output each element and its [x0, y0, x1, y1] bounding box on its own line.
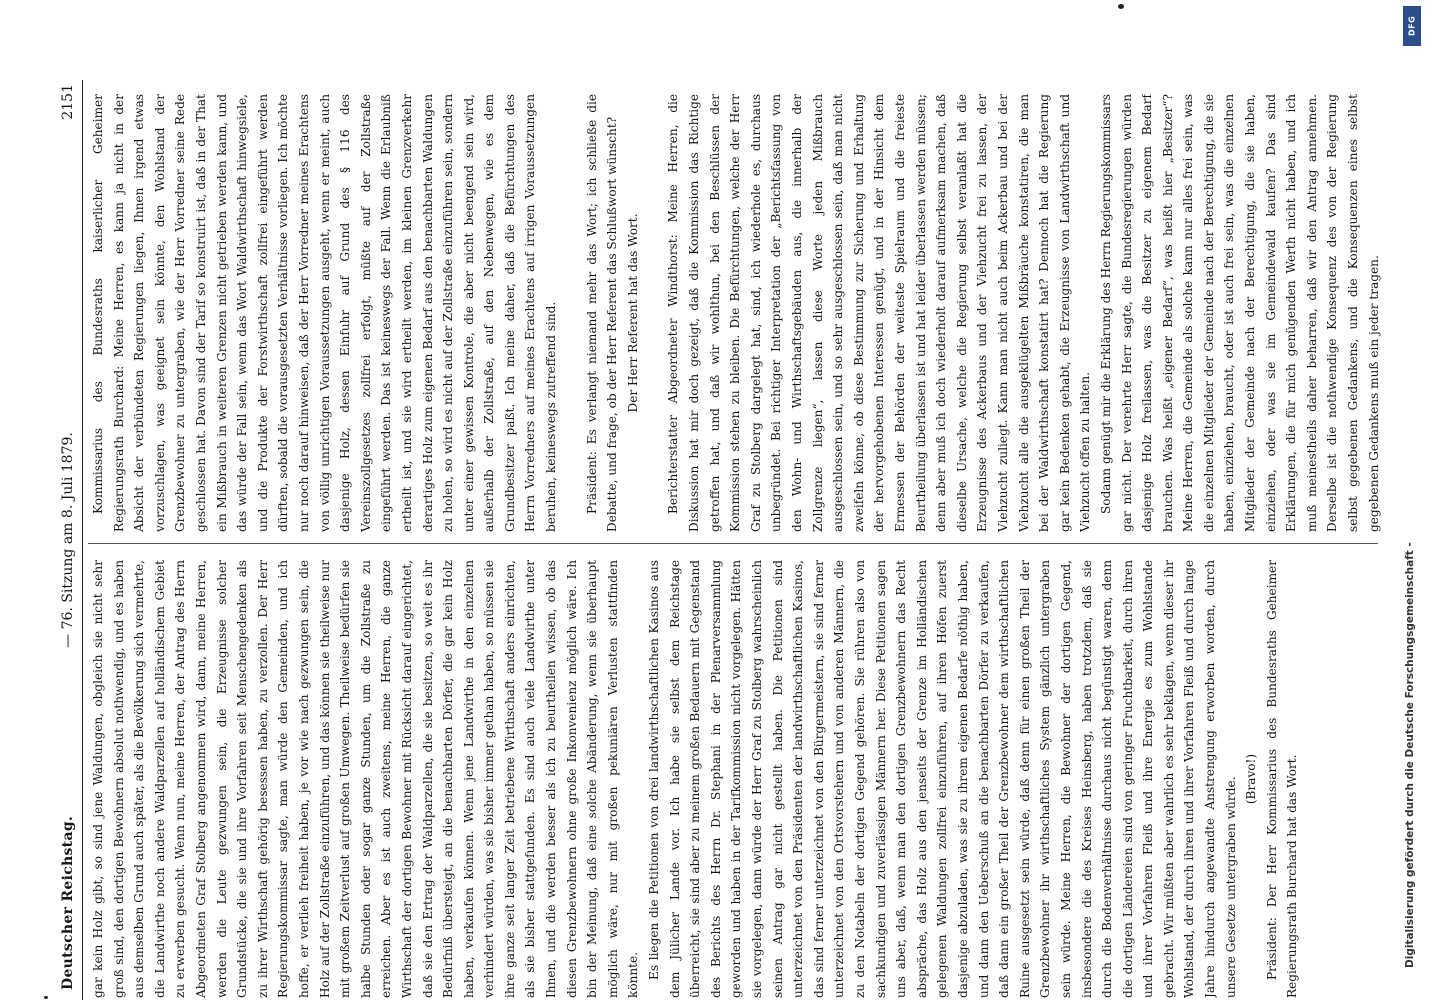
left-column [88, 560, 1408, 998]
dfg-logo: DFG [1403, 6, 1421, 46]
column-divider [88, 543, 1378, 544]
left-paragraph-1: gar kein Holz gibt, so sind jene Waldungen, obgleich sie nicht sehr groß sind, den dortigen Bewohnern absolut nothwendig, und es haben aus demselben Grund auch später, als die Bevölkerung sich vermehrte, die Landwirthe noch andere Waldparzellen auf holländischem Gebiet zu erwerben gesucht. Wenn nun, meine Herren, der Antrag des Herrn Abgeordneten Graf Stolberg angenommen wird, dann, meine Herren, werden die Leute gezwungen sein, die Erzeugnisse solcher Grundstücke, die sie und ihre Vorfahren seit Menschengedenken als zu ihrer Wirthschaft gehörig besessen haben, zu verzollen. Der Herr Regierungskommissar sagte, man würde den Gemeinden, und ich hoffe, er verlieh freiheit haben, je vor wie nach gezwungen sein, die Holz auf der Zollstraße einzuführen, und das können sie theilweise nur mit großem Zeitverlust auf großen Umwegen. Theilweise bedürfen sie halbe Stunden oder sogar ganze Stunden, um die Zollstraße zu erreichen. Aber es ist auch zweitens, meine Herren, die ganze Wirthschaft der dortigen Bewohner mit Rücksicht darauf eingerichtet, daß sie den Ertrag der Waldparzellen, die sie besitzen, so weit es ihr Bedürfniß übersteigt, an die benachbarten Dörfer, die gar kein Holz haben, verkaufen können. Wenn jene Landwirthe in den einzelnen verhindert würden, was sie bisher immer gethan haben, so müssen sie ihre ganze seit langer Zeit betriebene Wirthschaft anders einrichten, als sie bisher stattgefunden. Es sind auch viele Landwirthe unter Ihnen, und die werden besser als ich zu beurtheilen wissen, ob das diesen Grenzbewohnern ohne große Inkonvenienz möglich wäre. Ich bin der Meinung, daß eine solche Abänderung, wenn sie überhaupt möglich wäre, nur mit großen pekuniären Verlusten stattfinden könnte. [91, 560, 641, 998]
left-paragraph-president: Präsident: Der Herr Kommissarius des Bundesraths Geheimer Regierungsrath Burchard hat das Wort. [1264, 560, 1300, 998]
right-paragraph-closing: Sodann genügt mir die Erklärung des Herrn Regierungskommissars gar nicht. Der verehrte Herr sagte, die Bundesregierungen würden dasjenige Holz freilassen, was die Besitzer zu eigenem Bedarf brauchen. Was heißt „eigener Bedarf“, was heißt hier „Besitzer“? Meine Herren, die Gemeinde als solche kann nur alles frei sein, was die einzelnen Mitglieder der Gemeinde nach der Berechtigung, die sie haben, einziehen, braucht, oder ist auch frei sein, was die einzelnen Mitglieder der Gemeinde nach der Berechtigung, die sie haben, einziehen, oder was sie im Gemeindewald kaufen? Das sind Erklärungen, die für mich genügenden Werth nicht haben, und ich muß meinestheils daher beharren, daß wir den Antrag annehmen. Derselbe ist die nothwendige Konsequenz des von der Regierung selbst gegebenen Gedankens, und die Konsequenzen eines selbst gegebenen Gedankens muß ein jeder tragen. [1098, 94, 1381, 532]
scan-speck [44, 996, 48, 999]
scan-speck [1118, 4, 1124, 9]
right-paragraph-president: Präsident: Es verlangt niemand mehr das Wort; ich schließe die Debatte, und frage, ob der Herr Referent das Schlußwort wünscht? [584, 94, 620, 532]
right-paragraph-1: Kommissarius des Bundesraths kaiserlicher Geheimer Regierungsrath Burchard: Meine Herren, es kann ja nicht in der Absicht der verbündeten Regierungen liegen, Ihnen irgend etwas vorzuschlagen, was geeignet sein könnte, den Wohlstand der Grenzbewohner zu untergraben, wie der Herr Vorredner seine Rede geschlossen hat. Davon sind der Tarif so konstruirt ist, daß in der That ein Mißbrauch in weiteren Grenzen nicht getrieben werden kann, und das würde der Fall sein, wenn das Wort Waldwirthschaft hinwegsiele, und die Produkte der Forstwirthschaft zollfrei eingeführt werden dürften, sobald die vorausgesetzten Verhältnisse vorliegen. Ich möchte nur noch darauf hinweisen, daß der Herr Vorredner meines Erachtens von völlig unrichtigen Voraussetzungen ausgeht, wenn er meint, auch dasjenige Holz, dessen Einfuhr auf Grund des § 116 des Vereinszollgesetzes zollfrei erfolgt, müßte auf der Zollstraße eingeführt werden. Das ist keineswegs der Fall. Wenn die Erlaubniß ertheilt ist, und sie wird ertheilt werden, im kleinen Grenzverkehr derartiges Holz zum eigenen Bedarf aus den benachbarten Waldungen zu holen, so wird es nicht auf der Zollstraße einzuführen sein, sondern unter einer gewissen Kontrole, die aber nicht beengend sein wird, außerhalb der Zollstraße, auf den Nebenwegen, wie es dem Grundbesitzer paßt. Ich meine daher, daß die Befürchtungen des Herrn Vorredners auf meines Erachtens auf irrigen Voraussetzungen beruhen, keineswegs zutreffend sind. [91, 94, 559, 532]
running-head-title: Deutscher Reichstag. [60, 815, 76, 990]
page-number: 2151 [60, 84, 76, 120]
left-applause: (Bravo!) [1244, 753, 1259, 805]
running-head [56, 80, 83, 1000]
right-column [88, 94, 1408, 532]
digitization-credit: Digitalisierung gefördert durch die Deutsche Forschungsgemeinschaft - [1404, 542, 1416, 968]
right-paragraph-windthorst: Berichterstatter Abgeordneter Windthorst: Meine Herren, die Diskussion hat mir doch gezeigt, daß die Kommission das Richtige getroffen hat, und daß wir wohlthun, bei den Beschlüssen der Kommission stehen zu bleiben. Die Befürchtungen, welche der Herr Graf zu Stolberg dargelegt hat, sind, ich wiederhole es, durchaus unbegründet. Bei richtiger Interpretation der „Berichtsfassung von den Wohn- und Wirthschaftsgebäuden aus, die innerhalb der Zollgrenze liegen“, lassen diese Worte jeden Mißbrauch ausgeschlossen sein, und so sehr ausgeschlossen sein, daß man nicht zweifeln könne, ob diese Bestimmung zur Sicherung und Erhaltung der hervorgehobenen Interessen genügt, und in der Hinsicht dem Ermessen der Behörden der weiteste Spielraum und die freieste Beurtheilung überlassen ist und hat leider überlassen werden müssen; denn aber muß ich doch wiederholt darauf aufmerksam machen, daß dieselbe Ursache, welche die Regierung selbst veranlaßt hat die Erzeugnisse des Ackerbaus und der Viehzucht frei zu lassen, der Viehzucht zuliegt. Kann man nicht auch beim Ackerbau und bei der Viehzucht alle die ausgeklügelten Mißbräuche konstatiren, die man bei der Waldwirthschaft konstatirt hat? Dennoch hat die Regierung gar kein Bedenken gehabt, die Erzeugnisse von Landwirthschaft und Viehzucht offen zu halten. [666, 94, 1093, 532]
running-head-session: — 76. Sitzung am 8. Juli 1879. [60, 432, 76, 648]
left-paragraph-2: Es liegen die Petitionen von drei landwirthschaftlichen Kasinos aus dem Jülicher Lande vor. Ich habe sie selbst dem Reichstage überreicht, sie sind aber zu meinem großen Bedauern mit Gegenstand des Berichts des Herrn Dr. Stephani in der Plenarversammlung geworden und haben in der Tarifkommission nicht vorgelegen. Hätten sie vorgelegen, dann würde der Herr Graf zu Stolberg wahrscheinlich seinen Antrag gar nicht gestellt haben. Die Petitionen sind unterzeichnet von den Präsidenten der landwirthschaftlichen Kasinos, das sind ferner unterzeichnet von den Bürgermeistern, sie sind ferner unterzeichnet von den Ortsvorstehern und von anderen Männern, die zu den Notabeln der dortigen Gegend gehören. Sie rühren also von sachkundigen und zuverlässigen Männern her. Diese Petitionen sagen uns aber, daß, wenn man den dortigen Grenzbewohnern das Recht abspräche, das Holz aus den jenseits der Grenze im Holländischen gelegenen Waldungen zollfrei einzuführen, auf ihren Höfen zuerst dasjenige abzuladen, was sie zu ihrem eigenen Bedarfe nöthig haben, und dann den Ueberschuß an die benachbarten Dörfer zu verkaufen, daß dann ein großer Theil der Grenzbewohner dem wirthschaftlichen Ruine ausgesetzt sein würde, daß denn für einen großen Theil der Grenzbewohner ihr wirthschaftliches System gänzlich untergraben sein würde. Meine Herren, die Bewohner der dortigen Gegend, insbesondere die des Kreises Heinsberg, haben trotzdem, daß sie durch die Bodenverhältnisse durchaus nicht begünstigt waren, denn die dortigen Ländereien sind von geringer Fruchtbarkeit, durch ihren und ihrer Vorfahren Fleiß und ihre Energie es zum Wohlstande gebracht. Wir müßten aber wahrlich es sehr beklagen, wenn dieser ihr Wohlstand, der durch ihren und ihrer Vorfahren Fleiß und durch lange Jahre hindurch angewandte Anstrengung erworben worden, durch unsere Gesetze untergraben würde. [647, 560, 1238, 998]
right-referent-line: Der Herr Referent hat das Wort. [625, 213, 640, 413]
rotated-page [56, 80, 1416, 1000]
